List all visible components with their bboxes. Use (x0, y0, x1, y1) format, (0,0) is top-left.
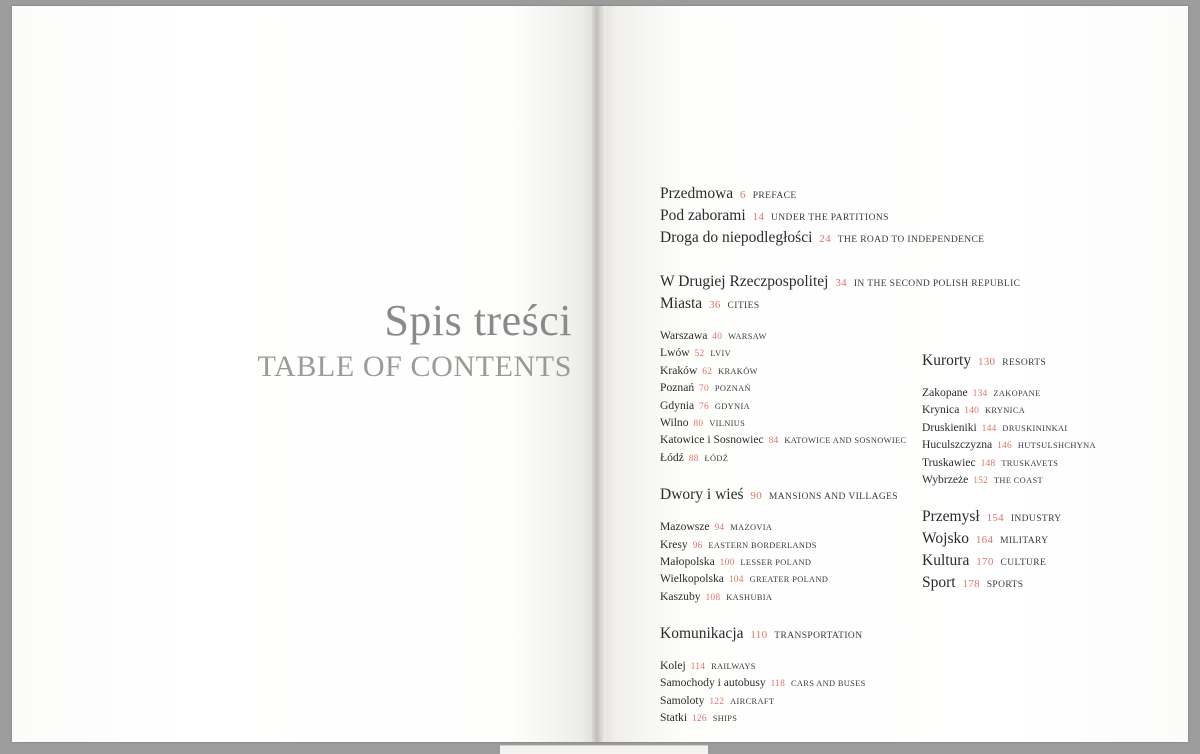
toc-entry-title-en: SHIPS (712, 714, 738, 724)
toc-entry-page-number: 140 (964, 406, 980, 417)
toc-entry-page-number: 36 (709, 299, 721, 311)
toc-spacer (922, 372, 1182, 384)
toc-entry-page-number: 152 (973, 475, 989, 486)
toc-entry-title: Huculszczyzna (922, 438, 993, 452)
toc-spacer (660, 605, 990, 623)
toc-entry-title-en: DRUSKININKAI (1002, 423, 1068, 433)
toc-entry-title: Lwów (660, 346, 690, 360)
toc-entry-page-number: 34 (835, 277, 847, 289)
toc-entry-title: Komunikacja (660, 625, 744, 643)
toc-entry-page-number: 88 (688, 453, 699, 464)
toc-entry-title-en: HUTSULSHCHYNA (1017, 441, 1096, 451)
toc-entry-page-number: 170 (976, 556, 994, 569)
toc-entry-title: Warszawa (660, 329, 708, 342)
toc-entry-major[interactable] (660, 227, 990, 249)
toc-spacer (660, 249, 990, 271)
toc-entry-title: Pod zaborami (660, 207, 746, 224)
toc-entry-major[interactable] (660, 271, 1021, 293)
toc-entry-page-number: 144 (981, 423, 997, 434)
toc-entry-title-en: TRANSPORTATION (774, 631, 863, 642)
toc-entry-page-number: 154 (986, 512, 1004, 525)
toc-entry-major[interactable] (660, 205, 990, 227)
toc-entry-title-en: RESORTS (1002, 358, 1047, 368)
toc-entry-page-number: 134 (972, 389, 988, 399)
toc-entry-page-number: 90 (750, 490, 763, 503)
toc-entry-major[interactable] (660, 293, 990, 315)
toc-entry-title-en: EASTERN BORDERLANDS (708, 540, 817, 550)
toc-entry-title: Kultura (922, 552, 970, 570)
toc-entry-title: Wilno (660, 415, 689, 429)
toc-entry-page-number: 76 (699, 401, 709, 412)
toc-entry-title: Truskawiec (922, 455, 976, 469)
toc-entry-major[interactable] (660, 183, 990, 205)
toc-entry-title: Przedmowa (660, 185, 734, 202)
toc-entry-title-en: AIRCRAFT (730, 696, 775, 706)
toc-entry-title-en: LESSER POLAND (740, 557, 812, 567)
toc-title-block (12, 298, 572, 384)
toc-entry-minor[interactable] (922, 384, 1182, 401)
toc-entry-title-en: CULTURE (1000, 558, 1047, 569)
toc-spacer (660, 645, 990, 657)
toc-entry-minor[interactable] (922, 436, 1182, 453)
toc-entry-minor[interactable] (922, 454, 1182, 471)
toc-spacer (922, 488, 1182, 506)
toc-entry-title: Gdynia (660, 398, 695, 412)
toc-entry-title: Mazowsze (660, 520, 710, 534)
toc-entry-title-en: THE ROAD TO INDEPENDENCE (837, 235, 985, 245)
toc-entry-page-number: 40 (712, 332, 723, 342)
book-gutter (592, 6, 606, 742)
toc-entry-title: Droga do niepodległości (660, 229, 813, 246)
toc-entry-title: Sport (922, 574, 956, 592)
toc-entry-page-number: 94 (714, 523, 725, 534)
toc-entry-page-number: 84 (768, 436, 779, 447)
page-title: Spis treści (384, 296, 572, 345)
toc-entry-minor[interactable] (660, 709, 990, 726)
toc-spacer (660, 315, 990, 327)
toc-entry-title: Kaszuby (660, 589, 701, 603)
toc-entry-page-number: 24 (819, 233, 831, 245)
toc-entry-title: Łódź (660, 450, 684, 464)
left-page (12, 6, 598, 742)
page-edge-tab (500, 745, 708, 754)
toc-entry-page-number: 130 (977, 356, 996, 368)
toc-entry-page-number: 104 (728, 575, 744, 586)
toc-entry-title-en: KATOWICE AND SOSNOWIEC (784, 436, 907, 446)
toc-entry-title-en: PREFACE (752, 191, 797, 201)
toc-entry-title: Kresy (660, 537, 688, 551)
toc-entry-title-en: SPORTS (986, 580, 1024, 591)
toc-entry-title-en: GREATER POLAND (749, 575, 829, 585)
toc-entry-title: Katowice i Sosnowiec (660, 433, 764, 447)
toc-entry-title: Krynica (922, 403, 960, 417)
toc-entry-title: Kolej (660, 659, 686, 673)
toc-entry-page-number: 6 (740, 189, 746, 201)
toc-column-right (922, 350, 1182, 594)
toc-entry-page-number: 148 (980, 458, 996, 469)
toc-entry-title-en: MILITARY (1000, 536, 1049, 547)
toc-entry-major[interactable] (922, 506, 1182, 528)
toc-entry-major[interactable] (660, 623, 990, 645)
toc-entry-page-number: 114 (690, 662, 706, 673)
toc-entry-page-number: 108 (705, 592, 721, 603)
toc-entry-title-en: RAILWAYS (711, 662, 756, 672)
toc-entry-page-number: 52 (694, 349, 705, 360)
toc-entry-title: Miasta (660, 295, 703, 312)
toc-entry-title-en: THE COAST (993, 475, 1043, 485)
toc-entry-title-en: CITIES (727, 301, 760, 311)
toc-entry-minor[interactable] (922, 401, 1182, 418)
toc-entry-title: Wybrzeże (922, 472, 969, 486)
toc-entry-title-en: UNDER THE PARTITIONS (771, 213, 889, 223)
toc-entry-title-en: LVIV (710, 349, 731, 359)
toc-entry-page-number: 118 (770, 679, 786, 690)
toc-entry-title-en: KRAKÓW (718, 366, 758, 376)
toc-entry-title-en: MANSIONS AND VILLAGES (768, 492, 898, 503)
toc-entry-title-en: KASHUBIA (726, 592, 773, 602)
toc-entry-title-en: KRYNICA (985, 406, 1026, 416)
toc-entry-title: Wielkopolska (660, 572, 724, 586)
toc-entry-minor[interactable] (660, 657, 990, 674)
toc-entry-title-en: POZNAŃ (714, 384, 751, 394)
toc-entry-page-number: 14 (752, 211, 765, 223)
toc-entry-title-en: MAZOVIA (730, 523, 773, 533)
toc-entry-title-en: CARS AND BUSES (790, 679, 866, 689)
toc-entry-page-number: 80 (693, 418, 704, 429)
page-subtitle: TABLE OF CONTENTS (257, 350, 572, 384)
toc-entry-title: Druskieniki (922, 420, 977, 434)
toc-entry-title-en: GDYNIA (714, 401, 750, 411)
toc-entry-page-number: 70 (699, 384, 709, 395)
toc-entry-major[interactable] (922, 350, 1182, 372)
toc-entry-minor[interactable] (660, 674, 990, 691)
toc-entry-major[interactable] (922, 572, 1182, 594)
toc-entry-title-en: INDUSTRY (1010, 514, 1062, 525)
toc-entry-page-number: 100 (719, 557, 735, 568)
toc-entry-page-number: 122 (709, 696, 725, 707)
toc-entry-title-en: IN THE SECOND POLISH REPUBLIC (853, 279, 1021, 289)
toc-entry-minor[interactable] (660, 692, 990, 709)
toc-entry-title: Małopolska (660, 554, 715, 568)
toc-entry-title: Samochody i autobusy (660, 676, 766, 690)
toc-entry-title: Dwory i wieś (660, 486, 744, 504)
toc-entry-minor[interactable] (922, 471, 1182, 488)
toc-entry-title: Przemysł (922, 508, 980, 526)
toc-entry-page-number: 96 (692, 540, 703, 551)
toc-entry-page-number: 110 (750, 629, 768, 642)
toc-entry-title: W Drugiej Rzeczpospolitej (660, 273, 829, 290)
toc-entry-title-en: ŁÓDŹ (704, 453, 729, 463)
toc-entry-page-number: 62 (702, 366, 713, 377)
toc-entry-title: Samoloty (660, 693, 705, 707)
toc-entry-title: Statki (660, 711, 688, 725)
toc-entry-page-number: 126 (691, 714, 707, 725)
toc-entry-title: Wojsko (922, 530, 969, 548)
toc-entry-title-en: ZAKOPANE (993, 389, 1041, 398)
toc-entry-title: Zakopane (922, 386, 968, 399)
toc-entry-title-en: VILNIUS (709, 418, 746, 428)
toc-entry-page-number: 178 (962, 578, 980, 591)
toc-entry-minor[interactable] (922, 419, 1182, 436)
toc-entry-page-number: 146 (997, 441, 1012, 452)
toc-entry-title: Kurorty (922, 352, 972, 369)
toc-entry-major[interactable] (922, 528, 1182, 550)
toc-entry-title-en: WARSAW (728, 332, 767, 341)
toc-entry-title: Kraków (660, 363, 698, 377)
toc-entry-minor[interactable] (660, 327, 990, 344)
toc-entry-title-en: TRUSKAVETS (1001, 458, 1059, 468)
toc-entry-page-number: 164 (975, 534, 994, 547)
toc-entry-major[interactable] (922, 550, 1182, 572)
toc-entry-title: Poznań (660, 381, 695, 395)
